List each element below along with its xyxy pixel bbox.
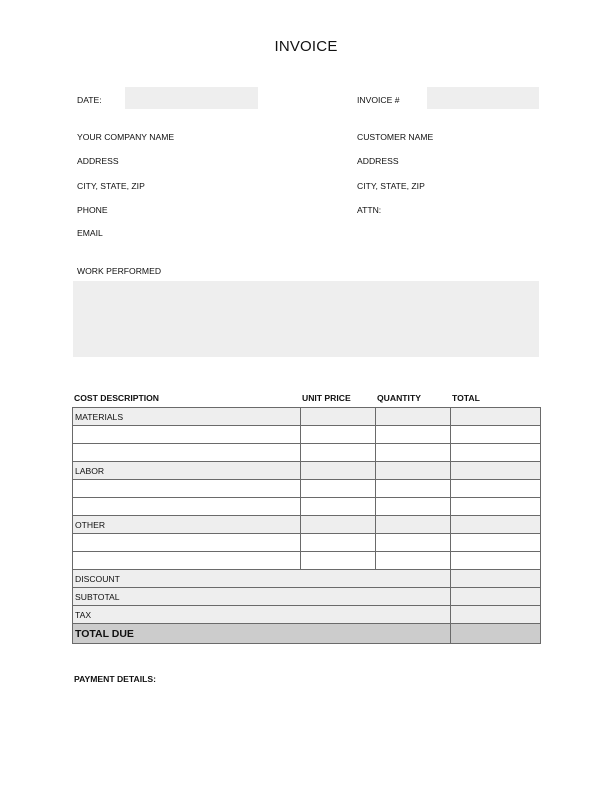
category-labor: LABOR	[73, 462, 301, 480]
total-cell[interactable]	[451, 444, 541, 462]
company-phone[interactable]: PHONE	[77, 205, 108, 215]
unit-price-cell[interactable]	[301, 516, 376, 534]
customer-address[interactable]: ADDRESS	[357, 156, 399, 166]
unit-price-cell[interactable]	[301, 426, 376, 444]
table-row	[73, 534, 541, 552]
unit-price-cell[interactable]	[301, 552, 376, 570]
customer-attn[interactable]: ATTN:	[357, 205, 382, 215]
work-performed-label: WORK PERFORMED	[77, 266, 162, 276]
discount-label: DISCOUNT	[73, 570, 451, 588]
unit-price-cell[interactable]	[301, 444, 376, 462]
total-cell[interactable]	[451, 516, 541, 534]
total-cell[interactable]	[451, 480, 541, 498]
quantity-cell[interactable]	[376, 408, 451, 426]
invoice-number-field[interactable]	[427, 87, 539, 109]
column-header-quantity: QUANTITY	[377, 393, 421, 403]
description-cell[interactable]	[73, 498, 301, 516]
cost-table	[72, 407, 541, 644]
table-row	[73, 552, 541, 570]
table-row	[73, 498, 541, 516]
quantity-cell[interactable]	[376, 516, 451, 534]
total-cell[interactable]	[451, 426, 541, 444]
description-cell[interactable]	[73, 534, 301, 552]
total-cell[interactable]	[451, 534, 541, 552]
table-row	[73, 426, 541, 444]
total-cell[interactable]	[451, 498, 541, 516]
table-row-tax	[73, 606, 541, 624]
quantity-cell[interactable]	[376, 462, 451, 480]
category-other: OTHER	[73, 516, 301, 534]
customer-city-state-zip[interactable]: CITY, STATE, ZIP	[357, 181, 425, 191]
table-row-labor	[73, 462, 541, 480]
company-name[interactable]: YOUR COMPANY NAME	[77, 132, 175, 142]
discount-value[interactable]	[451, 570, 541, 588]
quantity-cell[interactable]	[376, 498, 451, 516]
table-row	[73, 480, 541, 498]
unit-price-cell[interactable]	[301, 498, 376, 516]
customer-name[interactable]: CUSTOMER NAME	[357, 132, 434, 142]
table-row-materials	[73, 408, 541, 426]
description-cell[interactable]	[73, 552, 301, 570]
table-row-total-due	[73, 624, 541, 644]
total-cell[interactable]	[451, 552, 541, 570]
table-row-discount	[73, 570, 541, 588]
unit-price-cell[interactable]	[301, 408, 376, 426]
subtotal-value[interactable]	[451, 588, 541, 606]
company-email[interactable]: EMAIL	[77, 228, 103, 238]
total-due-value[interactable]	[451, 624, 541, 644]
description-cell[interactable]	[73, 444, 301, 462]
table-row	[73, 444, 541, 462]
unit-price-cell[interactable]	[301, 480, 376, 498]
table-row-other	[73, 516, 541, 534]
quantity-cell[interactable]	[376, 480, 451, 498]
company-address[interactable]: ADDRESS	[77, 156, 119, 166]
column-header-total: TOTAL	[452, 393, 480, 403]
category-materials: MATERIALS	[73, 408, 301, 426]
total-due-label: TOTAL DUE	[73, 624, 451, 644]
description-cell[interactable]	[73, 426, 301, 444]
payment-details-label: PAYMENT DETAILS:	[74, 674, 156, 684]
quantity-cell[interactable]	[376, 552, 451, 570]
description-cell[interactable]	[73, 480, 301, 498]
quantity-cell[interactable]	[376, 426, 451, 444]
page-title: INVOICE	[274, 38, 338, 55]
quantity-cell[interactable]	[376, 444, 451, 462]
total-cell[interactable]	[451, 408, 541, 426]
invoice-number-label: INVOICE #	[357, 95, 400, 105]
company-city-state-zip[interactable]: CITY, STATE, ZIP	[77, 181, 145, 191]
subtotal-label: SUBTOTAL	[73, 588, 451, 606]
date-label: DATE:	[77, 95, 102, 105]
column-header-cost-description: COST DESCRIPTION	[74, 393, 159, 403]
column-header-unit-price: UNIT PRICE	[302, 393, 351, 403]
quantity-cell[interactable]	[376, 534, 451, 552]
table-row-subtotal	[73, 588, 541, 606]
unit-price-cell[interactable]	[301, 534, 376, 552]
date-field[interactable]	[125, 87, 258, 109]
total-cell[interactable]	[451, 462, 541, 480]
unit-price-cell[interactable]	[301, 462, 376, 480]
tax-value[interactable]	[451, 606, 541, 624]
work-performed-field[interactable]	[73, 281, 539, 357]
tax-label: TAX	[73, 606, 451, 624]
